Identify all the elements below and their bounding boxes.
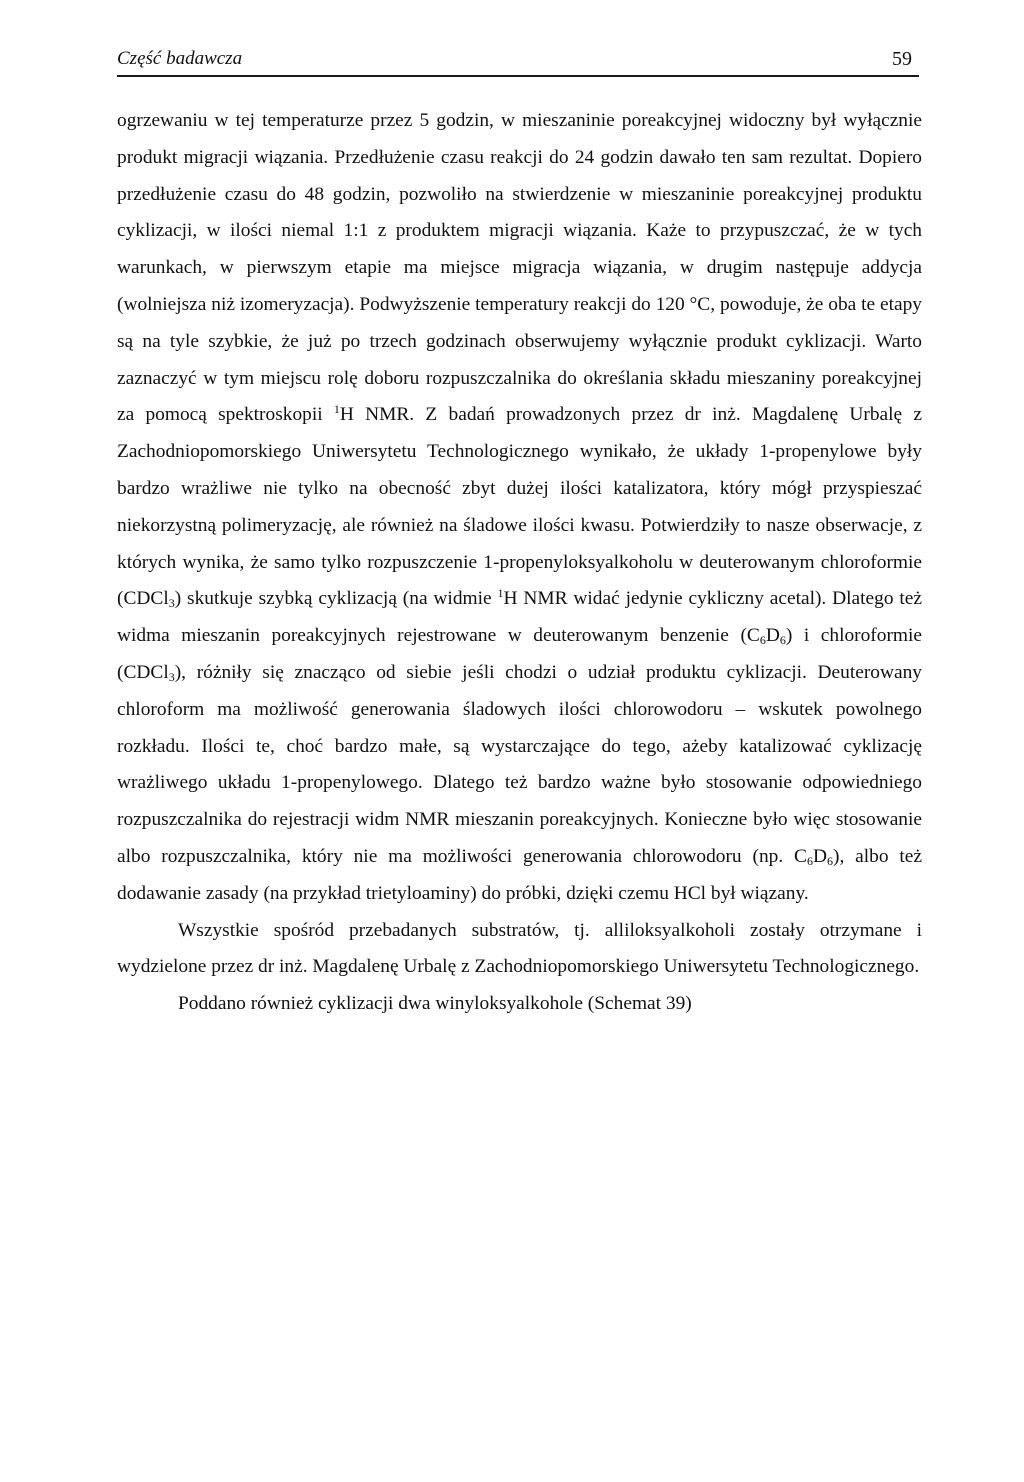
- text-run: ), różniły się znacząco od siebie jeśli chodzi o udział produktu cyklizacji. Deuterowany chloroform ma możliwość generowania śladowych ilości chlorowodoru – wskutek powolnego rozkładu. Ilości te, choć bardzo małe, są wystarczające do tego, ażeby katalizować cyklizację wrażliwego układu 1-propenylowego. Dlatego też bardzo ważne było stosowanie odpowiedniego rozpuszczalnika do rejestracji widm NMR mieszanin poreakcyjnych. Konieczne było więc stosowanie albo rozpuszczalnika, który nie ma możliwości generowania chlorowodoru (np. C: [117, 661, 922, 867]
- text-run: H NMR widać jedynie cykliczny acetal). Dlatego też widma mieszanin poreakcyjnych rejestrowane w deuterowanym benzenie (C: [117, 588, 922, 647]
- subscript: 3: [168, 596, 175, 611]
- text-run: ), albo też dodawanie zasady (na przykład trietyloaminy) do próbki, dzięki czemu HCl był wiązany.: [117, 845, 922, 904]
- text-run: ) i chloroformie (CDCl: [117, 625, 922, 683]
- paragraph-1: [117, 103, 922, 913]
- text-run: D: [812, 845, 827, 867]
- header-divider: [117, 75, 919, 77]
- paragraph-2: Wszystkie spośród przebadanych substratów, tj. alliloksyalkoholi zostały otrzymane i wydzielone przez dr inż. Magdalenę Urbalę z Zachodniopomorskiego Uniwersytetu Technologicznego.: [117, 919, 922, 978]
- superscript: 1: [497, 586, 504, 601]
- text-run: H NMR. Z badań prowadzonych przez dr inż. Magdalenę Urbalę z Zachodniopomorskiego Uniwersytetu Technologicznego wynikało, że układy 1-propenylowe były bardzo wrażliwe nie tylko na obecność zbyt dużej ilości katalizatora, który mógł przyspieszać niekorzystną polimeryzację, ale również na śladowe ilości kwasu. Potwierdziły to nasze obserwacje, z których wynika, że samo tylko rozpuszczenie 1-propenyloksyalkoholu w deuterowanym chloroformie (CDCl: [117, 404, 922, 610]
- subscript: 6: [826, 853, 833, 868]
- section-title: Część badawcza: [117, 48, 243, 69]
- subscript: 6: [779, 633, 786, 648]
- text-run: D: [765, 625, 780, 647]
- subscript: 6: [759, 633, 766, 648]
- paragraph-3: Poddano również cyklizacji dwa winyloksyalkohole (Schemat 39): [178, 993, 692, 1015]
- page-number: 59: [892, 48, 912, 70]
- superscript: 1: [333, 402, 340, 417]
- body-text: [117, 103, 922, 1023]
- text-run: ogrzewaniu w tej temperaturze przez 5 godzin, w mieszaninie poreakcyjnej widoczny był wyłącznie produkt migracji wiązania. Przedłużenie czasu reakcji do 24 godzin dawało ten sam rezultat. Dopiero przedłużenie czasu do 48 godzin, pozwoliło na stwierdzenie w mieszaninie poreakcyjnej produktu cyklizacji, w ilości niemal 1:1 z produktem migracji wiązania. Każe to przypuszczać, że w tych warunkach, w pierwszym etapie ma miejsce migracja wiązania, w drugim następuje addycja (wolniejsza niż izomeryzacja). Podwyższenie temperatury reakcji do 120 °C, powoduje, że oba te etapy są na tyle szybkie, że już po trzech godzinach obserwujemy wyłącznie produkt cyklizacji. Warto zaznaczyć w tym miejscu rolę doboru rozpuszczalnika do określania składu mieszaniny poreakcyjnej za pomocą spektroskopii: [117, 110, 922, 426]
- subscript: 3: [168, 669, 175, 684]
- text-run: ) skutkuje szybką cyklizacją (na widmie: [174, 588, 498, 610]
- subscript: 6: [806, 853, 813, 868]
- page-header: [117, 46, 912, 76]
